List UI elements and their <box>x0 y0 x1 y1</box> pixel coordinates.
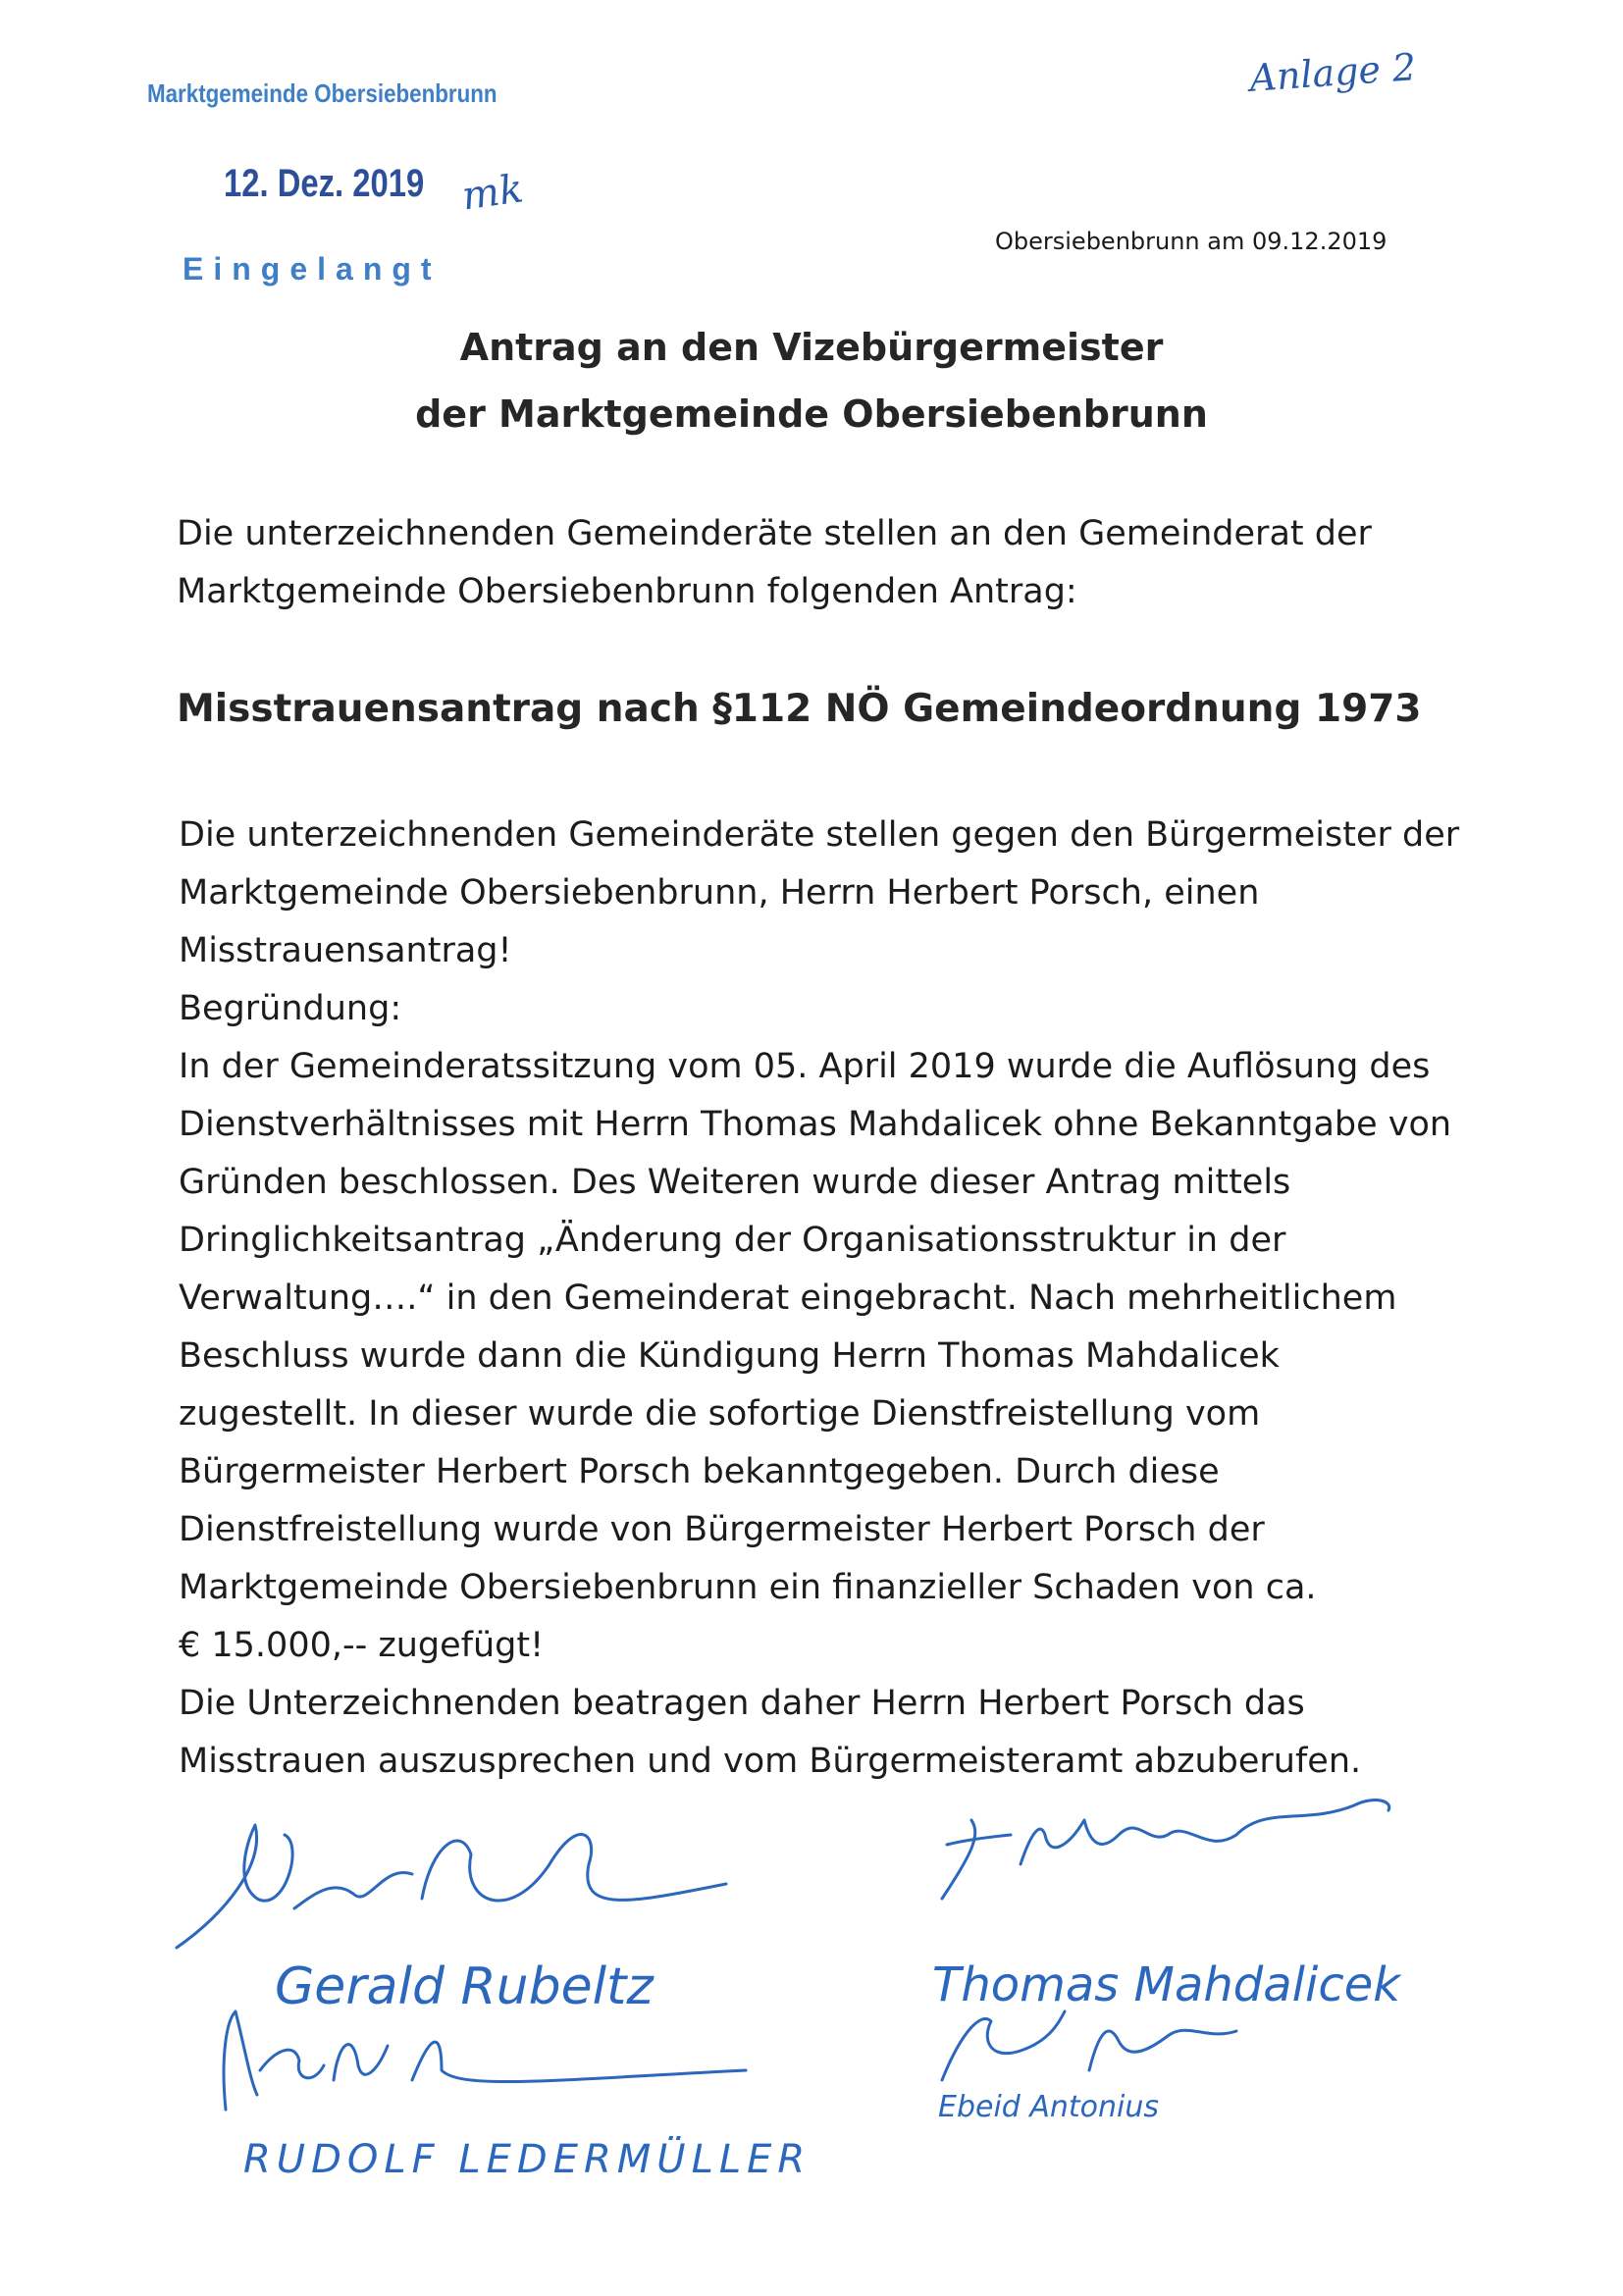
signature-stroke-2 <box>224 2011 746 2110</box>
body-line: Marktgemeinde Obersiebenbrunn, Herrn Herbert Porsch, einen <box>179 873 1260 913</box>
body-line: zugestellt. In dieser wurde die sofortige Dienstfreistellung vom <box>179 1394 1261 1434</box>
body-line: Misstrauen auszusprechen und vom Bürgermeisteramt abzuberufen. <box>179 1742 1362 1781</box>
stamp-organization: Marktgemeinde Obersiebenbrunn <box>147 78 497 108</box>
body-line: In der Gemeinderatssitzung vom 05. April 2019 wurde die Auflösung des <box>179 1047 1431 1086</box>
body-line: Verwaltung….“ in den Gemeinderat eingebracht. Nach mehrheitlichem <box>179 1278 1397 1318</box>
stamp-received: Eingelangt <box>183 251 442 287</box>
place-date: Obersiebenbrunn am 09.12.2019 <box>995 228 1387 255</box>
body-line: Dienstfreistellung wurde von Bürgermeister Herbert Porsch der <box>179 1510 1265 1549</box>
signature-stroke-1 <box>177 1825 726 1948</box>
intro-line: Die unterzeichnenden Gemeinderäte stellen an den Gemeinderat der <box>177 514 1372 553</box>
body-line: Bürgermeister Herbert Porsch bekanntgegeben. Durch diese <box>179 1452 1220 1491</box>
body-line: Dringlichkeitsantrag „Änderung der Organisationsstruktur in der <box>179 1221 1286 1260</box>
annex-note: Anlage 2 <box>1248 45 1418 100</box>
title-line-2: der Marktgemeinde Obersiebenbrunn <box>415 392 1208 436</box>
body-line: Dienstverhältnisses mit Herrn Thomas Mahdalicek ohne Bekanntgabe von <box>179 1105 1452 1144</box>
body-line: Begründung: <box>179 989 402 1028</box>
signature-name-3: Thomas Mahdalicek <box>932 1957 1401 2012</box>
body-line: Beschluss wurde dann die Kündigung Herrn Thomas Mahdalicek <box>179 1336 1280 1376</box>
initials-note: mk <box>459 166 526 220</box>
body-line: Die unterzeichnenden Gemeinderäte stellen gegen den Bürgermeister der <box>179 815 1460 855</box>
body-line: € 15.000,-- zugefügt! <box>179 1626 545 1665</box>
signature-stroke-4 <box>942 2011 1236 2080</box>
motion-heading: Misstrauensantrag nach §112 NÖ Gemeindeordnung 1973 <box>177 687 1422 731</box>
signature-name-4: Ebeid Antonius <box>938 2090 1160 2124</box>
body-line: Marktgemeinde Obersiebenbrunn ein finanzieller Schaden von ca. <box>179 1568 1317 1607</box>
stamp-date: 12. Dez. 2019 <box>224 162 425 205</box>
body-line: Die Unterzeichnenden beatragen daher Herrn Herbert Porsch das <box>179 1684 1305 1723</box>
body-line: Misstrauensantrag! <box>179 931 512 970</box>
intro-line: Marktgemeinde Obersiebenbrunn folgenden Antrag: <box>177 572 1077 611</box>
signature-name-1: Gerald Rubeltz <box>275 1957 654 2016</box>
signature-stroke-3 <box>942 1800 1389 1899</box>
title-line-1: Antrag an den Vizebürgermeister <box>459 326 1164 369</box>
body-line: Gründen beschlossen. Des Weiteren wurde dieser Antrag mittels <box>179 1163 1291 1202</box>
signature-name-2: RUDOLF LEDERMÜLLER <box>243 2137 812 2182</box>
